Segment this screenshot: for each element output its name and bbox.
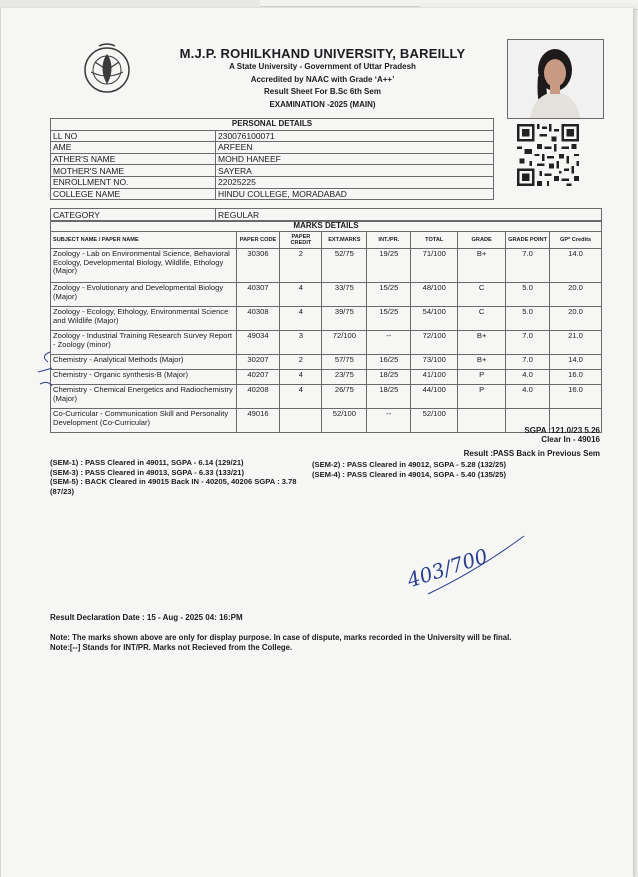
table-row — [51, 249, 602, 283]
note-int-pr: Note:[--] Stands for INT/PR. Marks not Recieved from the College. — [50, 643, 293, 652]
paper-code-cell: 40207 — [236, 370, 280, 385]
gp-credits-cell: 16.0 — [550, 370, 602, 385]
col-paper-code: PAPER CODE — [236, 232, 280, 249]
ext-marks-cell: 52/100 — [322, 409, 367, 433]
label-category: CATEGORY — [51, 209, 216, 221]
university-subtitle: A State University - Government of Uttar Pradesh — [229, 62, 416, 71]
table-row — [51, 331, 602, 355]
grade-cell: B+ — [458, 331, 506, 355]
gp-credits-cell: 14.0 — [550, 355, 602, 370]
label-college-name: COLLEGE NAME — [51, 188, 216, 200]
gp-credits-cell: 16.0 — [550, 385, 602, 409]
int-pr-cell: 18/25 — [367, 385, 411, 409]
col-paper-credit: PAPER CREDIT — [280, 232, 322, 249]
credit-cell — [280, 409, 322, 433]
col-gp-credits: GP* Credits — [550, 232, 602, 249]
category-table — [50, 208, 602, 221]
semester-results-right — [312, 460, 572, 479]
sem1-result: (SEM-1) : PASS Cleared in 49011, SGPA - 6.14 (129/21) — [50, 458, 244, 467]
total-cell: 71/100 — [411, 249, 458, 283]
paper-code-cell: 49016 — [236, 409, 280, 433]
grade-cell: B+ — [458, 249, 506, 283]
result-sheet-title: Result Sheet For B.Sc 6th Sem — [264, 87, 381, 96]
ext-marks-cell: 26/75 — [322, 385, 367, 409]
total-cell: 73/100 — [411, 355, 458, 370]
ext-marks-cell: 52/75 — [322, 249, 367, 283]
grade-cell — [458, 409, 506, 433]
table-row — [51, 370, 602, 385]
pen-tick-marks — [36, 350, 54, 400]
gp-credits-cell: 20.0 — [550, 283, 602, 307]
sem5-result: (SEM-5) : BACK Cleared in 49015 Back IN - 40205, 40206 SGPA : 3.78 (87/23) — [50, 477, 297, 496]
grade-point-cell: 4.0 — [506, 385, 550, 409]
col-total: TOTAL — [411, 232, 458, 249]
ext-marks-cell: 23/75 — [322, 370, 367, 385]
subject-cell: Chemistry - Chemical Energetics and Radiochemistry (Major) — [51, 385, 237, 409]
grade-point-cell: 7.0 — [506, 249, 550, 283]
personal-details-table — [50, 118, 494, 200]
handwritten-total — [398, 530, 528, 600]
accreditation: Accredited by NAAC with Grade ‘A++’ — [250, 75, 395, 84]
col-ext-marks: EXT.MARKS — [322, 232, 367, 249]
int-pr-cell: 15/25 — [367, 283, 411, 307]
value-college-name: HINDU COLLEGE, MORADABAD — [216, 188, 494, 200]
result-status: Result :PASS Back in Previous Sem — [463, 449, 600, 458]
subject-cell: Zoology - Lab on Environmental Science, Behavioral Ecology, Developmental Biology, Wildlife, Ethology (Major) — [51, 249, 237, 283]
handwritten-total-text: 403/700 — [404, 543, 491, 593]
total-cell: 41/100 — [411, 370, 458, 385]
total-cell: 54/100 — [411, 307, 458, 331]
subject-cell: Chemistry - Analytical Methods (Major) — [51, 355, 237, 370]
grade-point-cell: 7.0 — [506, 355, 550, 370]
total-cell: 52/100 — [411, 409, 458, 433]
subject-cell: Co-Curricular - Communication Skill and Personality Development (Co-Curricular) — [51, 409, 237, 433]
grade-cell: C — [458, 283, 506, 307]
int-pr-cell: 15/25 — [367, 307, 411, 331]
sgpa-value: SGPA :121.0/23 5.26 — [524, 426, 600, 435]
col-grade: GRADE — [458, 232, 506, 249]
table-row — [51, 307, 602, 331]
gp-credits-cell: 21.0 — [550, 331, 602, 355]
clear-in: Clear In - 49016 — [541, 435, 600, 444]
paper-code-cell: 40307 — [236, 283, 280, 307]
int-pr-cell: 19/25 — [367, 249, 411, 283]
student-photo — [507, 39, 604, 119]
table-row — [51, 355, 602, 370]
ext-marks-cell: 39/75 — [322, 307, 367, 331]
grade-point-cell: 4.0 — [506, 370, 550, 385]
ext-marks-cell: 72/100 — [322, 331, 367, 355]
marks-table — [50, 221, 602, 433]
table-row — [51, 385, 602, 409]
qr-code — [517, 124, 579, 186]
subject-cell: Zoology - Ecology, Ethology, Environmental Science and Wildlife (Major) — [51, 307, 237, 331]
label-name: AME — [51, 142, 216, 154]
gp-credits-cell: 20.0 — [550, 307, 602, 331]
sem4-result: (SEM-4) : PASS Cleared in 49014, SGPA - 5.40 (135/25) — [312, 469, 506, 479]
sem2-result: (SEM-2) : PASS Cleared in 49012, SGPA - 5.28 (132/25) — [312, 460, 506, 469]
credit-cell: 4 — [280, 370, 322, 385]
value-father-name: MOHD HANEEF — [216, 153, 494, 165]
examination-title: EXAMINATION -2025 (MAIN) — [269, 100, 376, 109]
value-category: REGULAR — [216, 209, 602, 221]
label-enrollment-no: ENROLLMENT NO. — [51, 176, 216, 188]
grade-point-cell: 5.0 — [506, 307, 550, 331]
paper-code-cell: 30207 — [236, 355, 280, 370]
grade-cell: C — [458, 307, 506, 331]
sem3-result: (SEM-3) : PASS Cleared in 49013, SGPA - 6.33 (133/21) — [50, 467, 244, 477]
note-display-purpose: Note: The marks shown above are only for display purpose. In case of dispute, marks recorded in the University will be final. — [50, 633, 512, 642]
credit-cell: 4 — [280, 385, 322, 409]
value-mother-name: SAYERA — [216, 165, 494, 177]
grade-cell: P — [458, 385, 506, 409]
personal-details-title: PERSONAL DETAILS — [51, 119, 494, 131]
paper-code-cell: 40308 — [236, 307, 280, 331]
total-cell: 48/100 — [411, 283, 458, 307]
grade-cell: P — [458, 370, 506, 385]
grade-point-cell: 7.0 — [506, 331, 550, 355]
col-subject: SUBJECT NAME / PAPER NAME — [51, 232, 237, 249]
paper-code-cell: 49034 — [236, 331, 280, 355]
grade-cell: B+ — [458, 355, 506, 370]
col-grade-point: GRADE POINT — [506, 232, 550, 249]
int-pr-cell: 16/25 — [367, 355, 411, 370]
value-enrollment-no: 22025225 — [216, 176, 494, 188]
value-name: ARFEEN — [216, 142, 494, 154]
col-int-pr: INT./PR. — [367, 232, 411, 249]
paper-code-cell: 30306 — [236, 249, 280, 283]
total-cell: 44/100 — [411, 385, 458, 409]
credit-cell: 2 — [280, 249, 322, 283]
paper-code-cell: 40208 — [236, 385, 280, 409]
notes — [50, 633, 610, 653]
gp-credits-cell: 14.0 — [550, 249, 602, 283]
university-name: M.J.P. ROHILKHAND UNIVERSITY, BAREILLY — [179, 46, 466, 61]
subject-cell: Chemistry - Organic synthesis-B (Major) — [51, 370, 237, 385]
total-cell: 72/100 — [411, 331, 458, 355]
credit-cell: 2 — [280, 355, 322, 370]
int-pr-cell: -- — [367, 331, 411, 355]
subject-cell: Zoology - Industrial Training Research Survey Report - Zoology (minor) — [51, 331, 237, 355]
subject-cell: Zoology - Evolutionary and Developmental Biology (Major) — [51, 283, 237, 307]
label-father-name: ATHER'S NAME — [51, 153, 216, 165]
label-roll-no: LL NO — [51, 130, 216, 142]
sgpa-summary — [524, 426, 600, 444]
label-mother-name: MOTHER'S NAME — [51, 165, 216, 177]
grade-point-cell: 5.0 — [506, 283, 550, 307]
credit-cell: 3 — [280, 331, 322, 355]
table-row — [51, 283, 602, 307]
semester-results-left — [50, 458, 300, 496]
table-row — [51, 409, 602, 433]
int-pr-cell: 18/25 — [367, 370, 411, 385]
result-declaration-date: Result Declaration Date : 15 - Aug - 2025 04: 16:PM — [50, 613, 243, 622]
int-pr-cell: -- — [367, 409, 411, 433]
marks-details-title: MARKS DETAILS — [51, 222, 602, 232]
ext-marks-cell: 57/75 — [322, 355, 367, 370]
credit-cell: 4 — [280, 307, 322, 331]
university-logo — [77, 40, 137, 104]
credit-cell: 4 — [280, 283, 322, 307]
value-roll-no: 230076100071 — [216, 130, 494, 142]
ext-marks-cell: 33/75 — [322, 283, 367, 307]
